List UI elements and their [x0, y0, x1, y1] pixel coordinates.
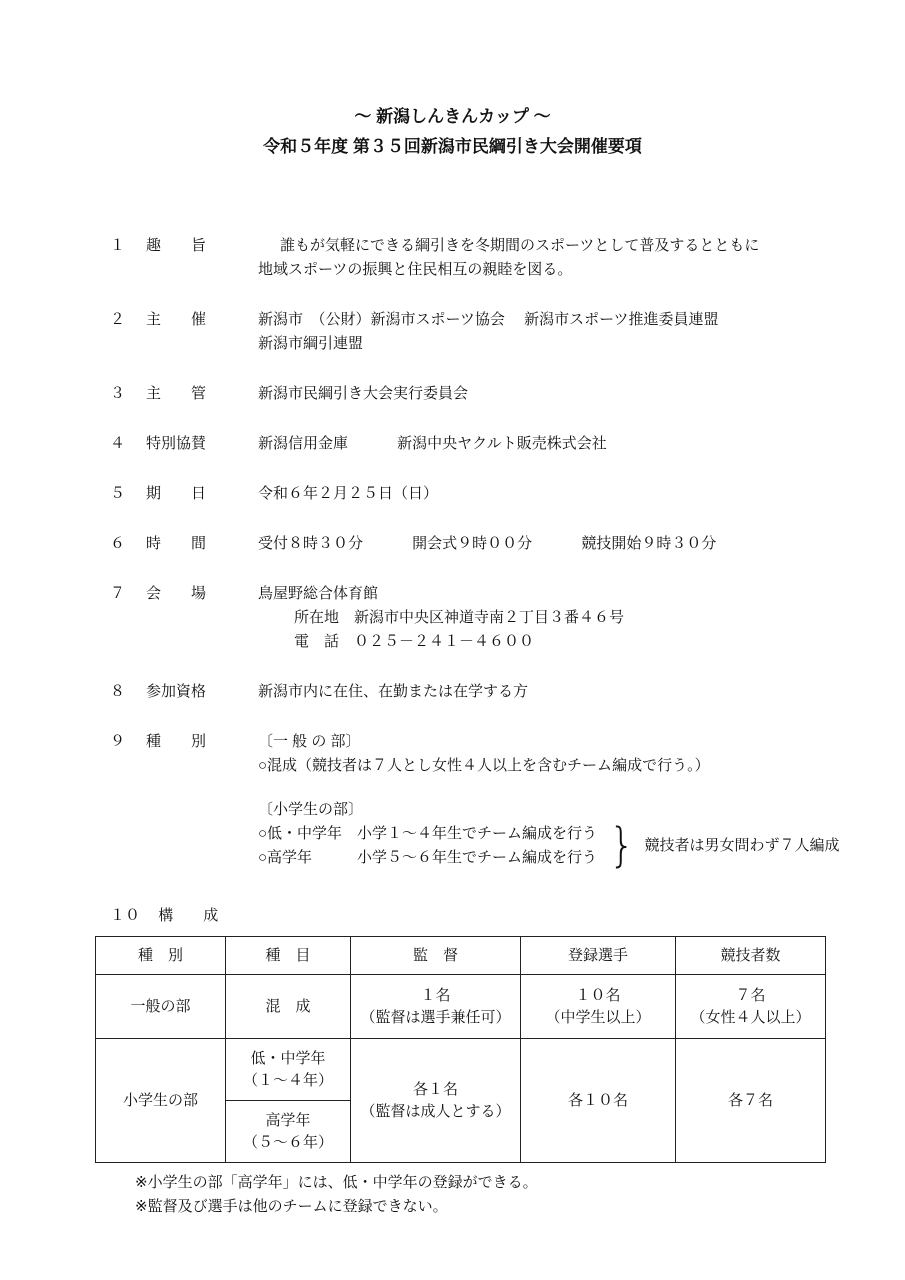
- item-number: ５: [110, 485, 126, 502]
- text-line: 令和６年２月２５日（日）: [258, 485, 439, 502]
- text-line: 地域スポーツの振興と住民相互の親睦を図る。: [258, 261, 573, 278]
- cell-category: 小学生の部: [96, 1039, 226, 1163]
- item-label: 特別協賛: [146, 435, 207, 452]
- item-label: 会 場: [146, 585, 207, 602]
- item-content: [258, 730, 840, 873]
- item-label: 主 管: [146, 385, 207, 402]
- text-line: 新潟信用金庫 新潟中央ヤクルト販売株式会社: [258, 435, 607, 452]
- cell-event: 混 成: [226, 975, 351, 1039]
- text-line: 新潟市 （公財）新潟市スポーツ協会 新潟市スポーツ推進委員連盟: [258, 311, 719, 328]
- text-line: 鳥屋野総合体育館: [258, 585, 379, 602]
- item-content: [258, 382, 835, 406]
- item-label: 時 間: [146, 535, 207, 552]
- spacer: [258, 778, 835, 798]
- header-event: 種 目: [226, 937, 351, 975]
- general-section-rule: ○混成（競技者は７人とし女性４人以上を含むチーム編成で行う。）: [258, 757, 710, 774]
- item-venue: [110, 582, 835, 654]
- item-number: ９: [110, 733, 126, 750]
- cell-players: 各１０名: [521, 1039, 676, 1163]
- cell-players: １０名 （中学生以上）: [521, 975, 676, 1039]
- item-content: [258, 680, 835, 704]
- table-notes: [135, 1171, 820, 1219]
- item-date: [110, 482, 835, 506]
- header-competitors: 競技者数: [676, 937, 826, 975]
- item-eligibility: [110, 680, 835, 704]
- text-line: 新潟市内に在住、在勤または在学する方: [258, 683, 529, 700]
- item-label: 期 日: [146, 485, 207, 502]
- title-line-2: 令和５年度 第３５回新潟市民綱引き大会開催要項: [263, 137, 642, 156]
- item-label: 種 別: [146, 733, 207, 750]
- note-line: ※監督及び選手は他のチームに登録できない。: [135, 1198, 448, 1215]
- item-organizer: [110, 308, 835, 356]
- text-line: 新潟市民綱引き大会実行委員会: [258, 385, 469, 402]
- item-number: ２: [110, 311, 126, 328]
- elementary-grade-group: [258, 819, 840, 873]
- grade-line-lower: ○低・中学年 小学１～４年生でチーム編成を行う: [258, 825, 598, 842]
- text-line: 新潟市綱引連盟: [258, 335, 364, 352]
- item-number: １０: [110, 907, 141, 924]
- document-body: [110, 234, 840, 873]
- item-label: 主 催: [146, 311, 207, 328]
- elementary-grade-lines: [258, 822, 597, 870]
- cell-event: 低・中学年 （１～４年）: [226, 1039, 351, 1101]
- item-categories: [110, 730, 840, 873]
- document-title: [0, 0, 905, 162]
- item-content: [258, 482, 835, 506]
- cell-event: 高学年 （５～６年）: [226, 1101, 351, 1163]
- item-time: [110, 532, 835, 556]
- item-number: ６: [110, 535, 126, 552]
- item-content: [258, 234, 835, 282]
- item-sponsor: [110, 432, 835, 456]
- cell-competitors: 各７名: [676, 1039, 826, 1163]
- header-category: 種 別: [96, 937, 226, 975]
- item-purpose: [110, 234, 835, 282]
- text-line: 誰もが気軽にできる綱引きを冬期間のスポーツとして普及するとともに: [280, 237, 760, 254]
- item-number: ４: [110, 435, 126, 452]
- grade-line-upper: ○高学年 小学５～６年生でチーム編成を行う: [258, 849, 598, 866]
- item-label: 構 成: [158, 907, 219, 924]
- item-number: ８: [110, 683, 126, 700]
- table-row-general: [96, 975, 826, 1039]
- item-content: [258, 532, 835, 556]
- item-label: 参加資格: [146, 683, 207, 700]
- item-content: [258, 582, 835, 654]
- item-content: [258, 308, 835, 356]
- text-line: 所在地 新潟市中央区神道寺南２丁目３番４６号: [294, 609, 625, 626]
- text-line: 電 話 ０２５－２４１－４６００: [294, 633, 535, 650]
- cell-coach: １名 （監督は選手兼任可）: [351, 975, 521, 1039]
- note-line: ※小学生の部「高学年」には、低・中学年の登録ができる。: [135, 1174, 538, 1191]
- brace-note: 競技者は男女問わず７人編成: [644, 837, 840, 854]
- table-row-elementary-lower: [96, 1039, 826, 1101]
- cell-coach: 各１名 （監督は成人とする）: [351, 1039, 521, 1163]
- cell-competitors: ７名 （女性４人以上）: [676, 975, 826, 1039]
- elementary-section-header: 〔小学生の部〕: [258, 801, 364, 818]
- item-content: [258, 432, 835, 456]
- header-coach: 監 督: [351, 937, 521, 975]
- cell-category: 一般の部: [96, 975, 226, 1039]
- composition-table: [95, 936, 826, 1163]
- text-line: 受付８時３０分 開会式９時００分 競技開始９時３０分: [258, 535, 717, 552]
- header-players: 登録選手: [521, 937, 676, 975]
- brace-glyph: }: [609, 819, 635, 873]
- composition-heading: [110, 904, 820, 928]
- item-management: [110, 382, 835, 406]
- item-label: 趣 旨: [146, 237, 207, 254]
- item-number: ３: [110, 385, 126, 402]
- item-number: １: [110, 237, 126, 254]
- general-section-header: 〔一 般 の 部〕: [258, 733, 361, 750]
- title-line-1: ～ 新潟しんきんカップ ～: [354, 107, 551, 126]
- table-header-row: [96, 937, 826, 975]
- composition-section: [95, 904, 820, 1219]
- item-number: ７: [110, 585, 126, 602]
